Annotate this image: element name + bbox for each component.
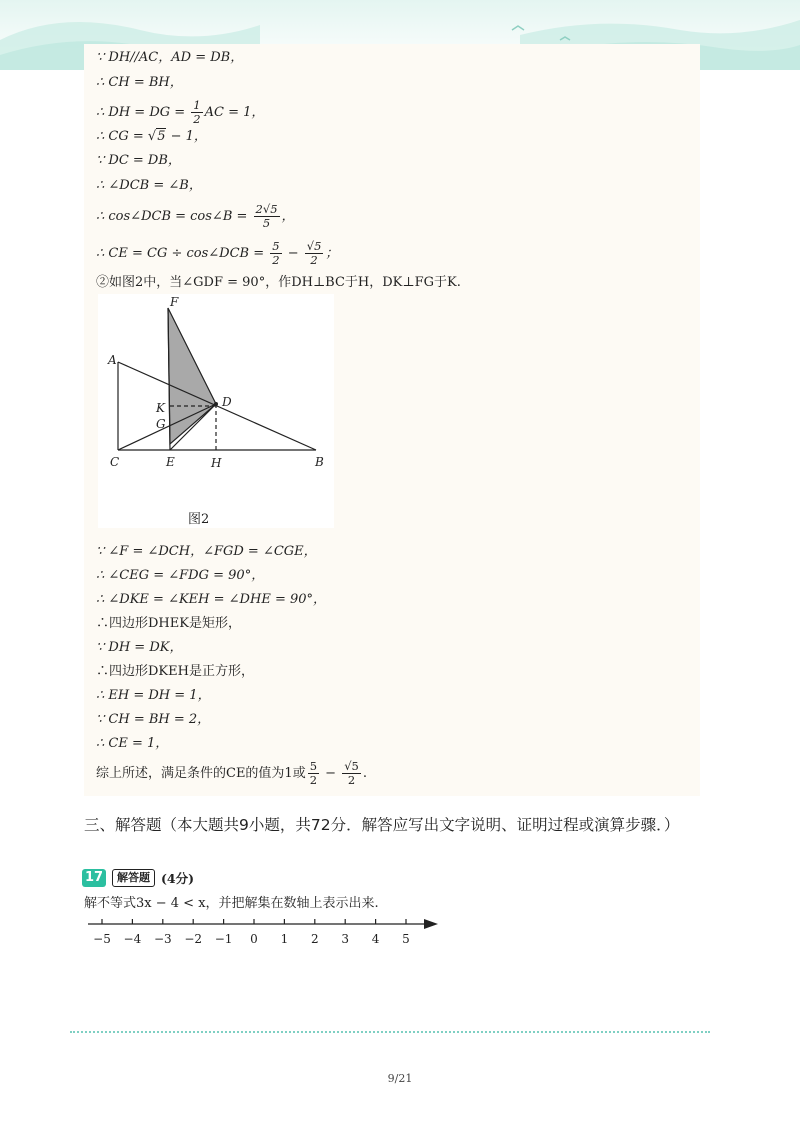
label-H: H <box>211 456 222 470</box>
solution-line: ∵ DC = DB， <box>96 153 181 168</box>
arrow-icon <box>424 919 438 929</box>
solution-line: ∴四边形DHEK是矩形， <box>96 616 241 631</box>
question-header <box>82 868 194 888</box>
label-E: E <box>166 455 175 469</box>
number-line-label: −1 <box>214 932 233 946</box>
label-A: A <box>108 353 117 367</box>
number-line-label: −5 <box>93 932 111 946</box>
footer-divider <box>70 1031 710 1033</box>
solution-line: ∴ ∠DCB = ∠B， <box>96 178 202 193</box>
figure-caption: 图2 <box>188 512 210 527</box>
fraction: $\frac{√5}{2}$ <box>344 759 359 787</box>
solution-line: ∴四边形DKEH是正方形， <box>96 664 254 679</box>
question-number-badge: 17 <box>82 869 106 887</box>
number-line-label: −2 <box>184 932 203 946</box>
question-score: (4分) <box>161 871 195 886</box>
fraction: $\frac{5}{2}$ <box>272 239 280 267</box>
solution-line: ∵ DH//AC，AD = DB， <box>96 50 244 65</box>
number-line-label: 2 <box>310 932 319 946</box>
number-line-label: 5 <box>402 932 410 946</box>
solution-line: ∴ CE = 1， <box>96 736 169 751</box>
number-line-label: 0 <box>250 932 258 946</box>
fraction: $\frac{5}{2}$ <box>309 759 318 787</box>
solution-line: ②如图2中，当∠GDF = 90°，作DH⊥BC于H，DK⊥FG于K. <box>96 275 461 290</box>
solution-line: ∴ DH = DG = $\frac{1}{2}$ AC = 1， <box>96 98 265 126</box>
question-type-tag: 解答题 <box>112 869 155 887</box>
solution-line: ∴ CH = BH， <box>96 75 183 90</box>
solution-line: ∴ cos∠DCB = cos∠B = $\frac{2√5}{5}$ ， <box>96 202 295 230</box>
fraction: $\frac{2√5}{5}$ <box>255 202 278 230</box>
solution-line: ∴ CG = √5 − 1， <box>96 129 207 144</box>
label-G: G <box>156 417 166 431</box>
number-line <box>86 912 446 954</box>
solution-line: ∴ EH = DH = 1， <box>96 688 211 703</box>
solution-line: ∴ CE = CG ÷ cos∠DCB = $\frac{5}{2}$ − $\frac{√5}{2}$ ； <box>96 239 339 267</box>
label-F: F <box>170 295 179 309</box>
solution-conclusion: 综上所述，满足条件的CE的值为1或 $\frac{5}{2}$ − $\frac{√5}{2}$ . <box>96 759 368 787</box>
number-line-label: 3 <box>341 932 350 946</box>
label-B: B <box>315 455 324 469</box>
geometry-figure <box>98 294 334 528</box>
solution-line: ∵ ∠F = ∠DCH，∠FGD = ∠CGE， <box>96 544 317 559</box>
label-C: C <box>110 455 120 469</box>
number-line-label: −4 <box>123 932 142 946</box>
solution-line: ∵ DH = DK， <box>96 640 183 655</box>
solution-line: ∵ CH = BH = 2， <box>96 712 211 727</box>
label-K: K <box>156 401 165 415</box>
number-line-label: −3 <box>153 932 172 946</box>
question-text: 解不等式3x − 4 < x，并把解集在数轴上表示出来. <box>84 896 379 911</box>
solution-line: ∴ ∠DKE = ∠KEH = ∠DHE = 90°， <box>96 592 327 607</box>
fraction: $\frac{√5}{2}$ <box>306 239 322 267</box>
solution-line: ∴ ∠CEG = ∠FDG = 90°， <box>96 568 265 583</box>
label-D: D <box>222 395 232 409</box>
number-line-label: 1 <box>280 932 289 946</box>
fraction: $\frac{1}{2}$ <box>193 98 201 126</box>
number-line-label: 4 <box>371 932 380 946</box>
section-title: 三、解答题（本大题共9小题，共72分．解答应写出文字说明、证明过程或演算步骤．） <box>84 816 680 834</box>
page-number: 9/21 <box>387 1072 413 1085</box>
